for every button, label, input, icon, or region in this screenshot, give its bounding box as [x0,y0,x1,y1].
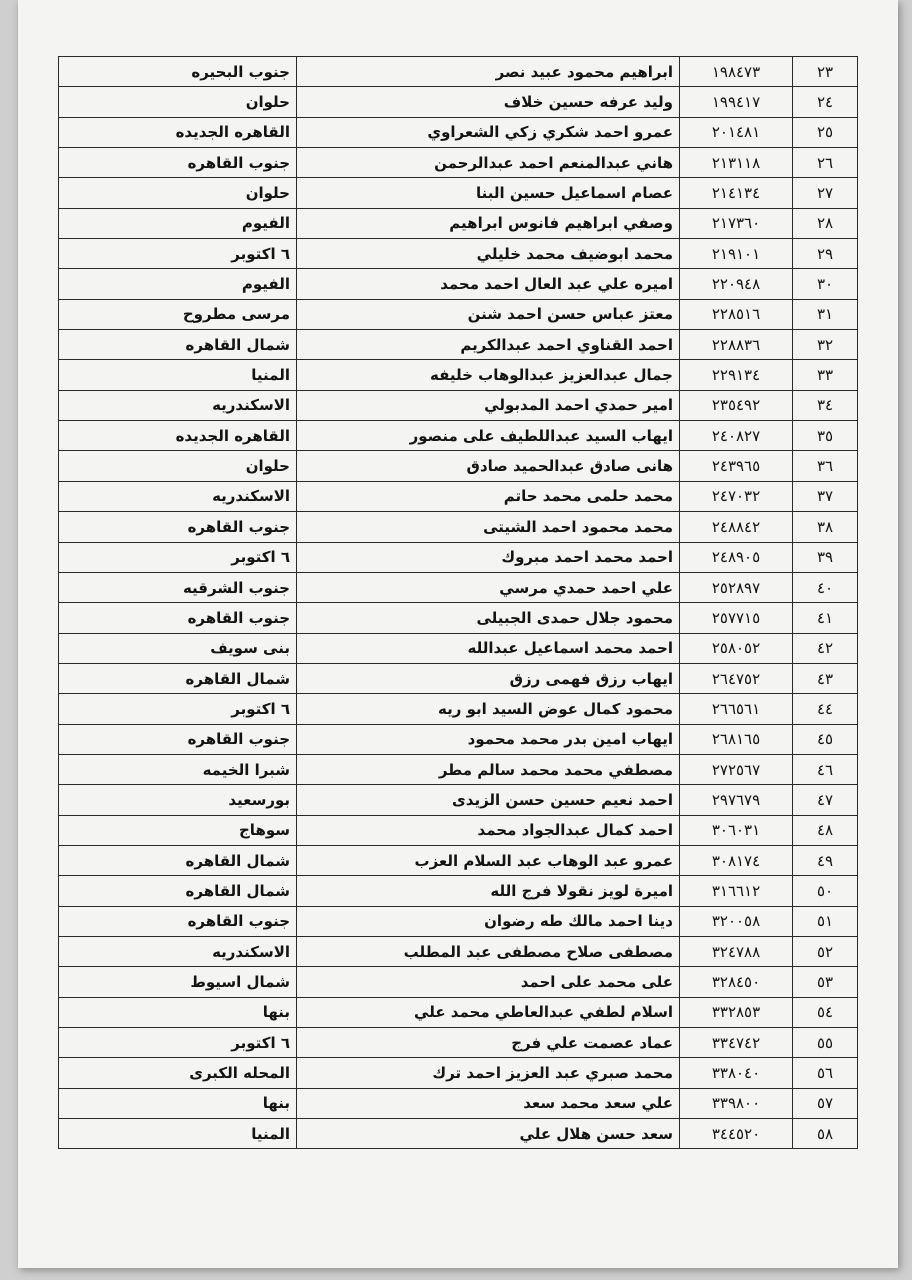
row-number-cell: ٢٩ [793,239,858,269]
row-number-cell: ٥٥ [793,1028,858,1058]
name-cell: مصطفي محمد محمد سالم مطر [297,754,680,784]
code-cell: ٢٥٧٧١٥ [680,603,793,633]
code-cell: ١٩٨٤٧٣ [680,57,793,87]
table-row [59,572,858,602]
table-row [59,754,858,784]
row-number-cell: ٤٥ [793,724,858,754]
table-row [59,997,858,1027]
table-row [59,269,858,299]
table-row [59,724,858,754]
code-cell: ٢٥٢٨٩٧ [680,572,793,602]
governorate-cell: جنوب القاهره [59,906,297,936]
name-cell: اميره علي عبد العال احمد محمد [297,269,680,299]
code-cell: ١٩٩٤١٧ [680,87,793,117]
code-cell: ٢٦٨١٦٥ [680,724,793,754]
table-row [59,148,858,178]
governorate-cell: الفيوم [59,269,297,299]
name-cell: احمد القناوي احمد عبدالكريم [297,330,680,360]
code-cell: ٣٣٩٨٠٠ [680,1088,793,1118]
code-cell: ٢١٤١٣٤ [680,178,793,208]
table-row [59,481,858,511]
name-cell: وصفي ابراهيم فانوس ابراهيم [297,208,680,238]
name-cell: محمد ابوضيف محمد خليلي [297,239,680,269]
governorate-cell: المحله الكبرى [59,1058,297,1088]
row-number-cell: ٣٦ [793,451,858,481]
name-cell: احمد كمال عبدالجواد محمد [297,815,680,845]
code-cell: ٣٢٨٤٥٠ [680,967,793,997]
table-row [59,633,858,663]
name-cell: اميرة لويز نقولا فرج الله [297,876,680,906]
roster-table-body [59,57,858,1149]
table-row [59,967,858,997]
code-cell: ٢٤٨٨٤٢ [680,512,793,542]
table-row [59,57,858,87]
code-cell: ٢٦٤٧٥٢ [680,663,793,693]
code-cell: ٢٢٨٥١٦ [680,299,793,329]
roster-table [58,56,858,1149]
table-row [59,299,858,329]
governorate-cell: حلوان [59,87,297,117]
name-cell: عصام اسماعيل حسين البنا [297,178,680,208]
table-row [59,360,858,390]
governorate-cell: الفيوم [59,208,297,238]
code-cell: ٢٣٥٤٩٢ [680,390,793,420]
governorate-cell: شمال القاهره [59,845,297,875]
table-row [59,785,858,815]
governorate-cell: شبرا الخيمه [59,754,297,784]
governorate-cell: بنها [59,1088,297,1118]
code-cell: ٣٣٨٠٤٠ [680,1058,793,1088]
code-cell: ٢٤٠٨٢٧ [680,421,793,451]
document-page [18,0,898,1268]
row-number-cell: ٢٦ [793,148,858,178]
table-row [59,694,858,724]
table-row [59,421,858,451]
governorate-cell: ٦ اكتوبر [59,239,297,269]
code-cell: ٣٣٤٧٤٢ [680,1028,793,1058]
name-cell: سعد حسن هلال علي [297,1119,680,1149]
row-number-cell: ٥٢ [793,936,858,966]
table-row [59,117,858,147]
name-cell: مصطفى صلاح مصطفى عبد المطلب [297,936,680,966]
row-number-cell: ٢٣ [793,57,858,87]
name-cell: احمد محمد احمد مبروك [297,542,680,572]
row-number-cell: ٢٤ [793,87,858,117]
governorate-cell: جنوب القاهره [59,148,297,178]
table-row [59,936,858,966]
table-row [59,451,858,481]
name-cell: على محمد على احمد [297,967,680,997]
name-cell: امير حمدي احمد المدبولي [297,390,680,420]
name-cell: هاني عبدالمنعم احمد عبدالرحمن [297,148,680,178]
governorate-cell: شمال القاهره [59,876,297,906]
row-number-cell: ٢٥ [793,117,858,147]
table-row [59,815,858,845]
row-number-cell: ٣٢ [793,330,858,360]
governorate-cell: ٦ اكتوبر [59,694,297,724]
governorate-cell: مرسى مطروح [59,299,297,329]
table-row [59,512,858,542]
code-cell: ٢٢٨٨٣٦ [680,330,793,360]
name-cell: محمد صبري عبد العزيز احمد ترك [297,1058,680,1088]
name-cell: عماد عصمت علي فرج [297,1028,680,1058]
governorate-cell: الاسكندريه [59,936,297,966]
name-cell: احمد نعيم حسين حسن الزيدى [297,785,680,815]
code-cell: ٣٢٤٧٨٨ [680,936,793,966]
governorate-cell: بنها [59,997,297,1027]
code-cell: ٢٩٧٦٧٩ [680,785,793,815]
name-cell: عمرو احمد شكري زكي الشعراوي [297,117,680,147]
code-cell: ٢٢٠٩٤٨ [680,269,793,299]
governorate-cell: شمال القاهره [59,330,297,360]
row-number-cell: ٤٠ [793,572,858,602]
governorate-cell: ٦ اكتوبر [59,542,297,572]
name-cell: عمرو عبد الوهاب عبد السلام العزب [297,845,680,875]
row-number-cell: ٤٤ [793,694,858,724]
governorate-cell: الاسكندريه [59,390,297,420]
name-cell: محمد محمود احمد الشيتى [297,512,680,542]
governorate-cell: جنوب القاهره [59,512,297,542]
code-cell: ٣٢٠٠٥٨ [680,906,793,936]
name-cell: علي احمد حمدي مرسي [297,572,680,602]
name-cell: وليد عرفه حسين خلاف [297,87,680,117]
row-number-cell: ٣٤ [793,390,858,420]
governorate-cell: القاهره الجديده [59,421,297,451]
row-number-cell: ٥٦ [793,1058,858,1088]
name-cell: معتز عباس حسن احمد شنن [297,299,680,329]
name-cell: اسلام لطفي عبدالعاطي محمد علي [297,997,680,1027]
name-cell: محمود كمال عوض السيد ابو ريه [297,694,680,724]
table-row [59,208,858,238]
table-row [59,1028,858,1058]
governorate-cell: ٦ اكتوبر [59,1028,297,1058]
name-cell: محمد حلمى محمد حاتم [297,481,680,511]
row-number-cell: ٥٧ [793,1088,858,1118]
row-number-cell: ٣٨ [793,512,858,542]
row-number-cell: ٥٣ [793,967,858,997]
row-number-cell: ٣١ [793,299,858,329]
row-number-cell: ٤١ [793,603,858,633]
row-number-cell: ٢٨ [793,208,858,238]
row-number-cell: ٤٩ [793,845,858,875]
code-cell: ٢٥٨٠٥٢ [680,633,793,663]
table-row [59,178,858,208]
row-number-cell: ٤٦ [793,754,858,784]
code-cell: ٢٢٩١٣٤ [680,360,793,390]
table-row [59,1058,858,1088]
name-cell: ايهاب رزق فهمى رزق [297,663,680,693]
row-number-cell: ٢٧ [793,178,858,208]
row-number-cell: ٣٥ [793,421,858,451]
governorate-cell: حلوان [59,178,297,208]
code-cell: ٢٧٢٥٦٧ [680,754,793,784]
governorate-cell: شمال القاهره [59,663,297,693]
table-row [59,390,858,420]
governorate-cell: المنيا [59,360,297,390]
code-cell: ٢٤٧٠٣٢ [680,481,793,511]
code-cell: ٢٤٨٩٠٥ [680,542,793,572]
row-number-cell: ٥٤ [793,997,858,1027]
name-cell: جمال عبدالعزيز عبدالوهاب خليفه [297,360,680,390]
governorate-cell: جنوب الشرقيه [59,572,297,602]
name-cell: ايهاب امين بدر محمد محمود [297,724,680,754]
row-number-cell: ٤٢ [793,633,858,663]
row-number-cell: ٤٧ [793,785,858,815]
governorate-cell: سوهاج [59,815,297,845]
row-number-cell: ٣٣ [793,360,858,390]
table-row [59,1088,858,1118]
code-cell: ٣٤٤٥٢٠ [680,1119,793,1149]
name-cell: احمد محمد اسماعيل عبدالله [297,633,680,663]
governorate-cell: جنوب القاهره [59,724,297,754]
governorate-cell: المنيا [59,1119,297,1149]
code-cell: ٢١٩١٠١ [680,239,793,269]
row-number-cell: ٣٧ [793,481,858,511]
row-number-cell: ٤٨ [793,815,858,845]
governorate-cell: جنوب القاهره [59,603,297,633]
governorate-cell: الاسكندريه [59,481,297,511]
code-cell: ٢١٣١١٨ [680,148,793,178]
name-cell: محمود جلال حمدى الجبيلى [297,603,680,633]
governorate-cell: بورسعيد [59,785,297,815]
name-cell: هانى صادق عبدالحميد صادق [297,451,680,481]
name-cell: دينا احمد مالك طه رضوان [297,906,680,936]
row-number-cell: ٥١ [793,906,858,936]
code-cell: ٢٦٦٥٦١ [680,694,793,724]
name-cell: علي سعد محمد سعد [297,1088,680,1118]
row-number-cell: ٥٠ [793,876,858,906]
row-number-cell: ٣٠ [793,269,858,299]
name-cell: ايهاب السيد عبداللطيف على منصور [297,421,680,451]
row-number-cell: ٣٩ [793,542,858,572]
table-row [59,876,858,906]
code-cell: ٣٣٢٨٥٣ [680,997,793,1027]
name-cell: ابراهيم محمود عبيد نصر [297,57,680,87]
governorate-cell: جنوب البحيره [59,57,297,87]
code-cell: ٢٠١٤٨١ [680,117,793,147]
governorate-cell: حلوان [59,451,297,481]
governorate-cell: بنى سويف [59,633,297,663]
row-number-cell: ٥٨ [793,1119,858,1149]
code-cell: ٣٠٨١٧٤ [680,845,793,875]
table-row [59,239,858,269]
table-row [59,845,858,875]
row-number-cell: ٤٣ [793,663,858,693]
table-row [59,87,858,117]
code-cell: ٣١٦٦١٢ [680,876,793,906]
table-row [59,603,858,633]
table-row [59,1119,858,1149]
table-row [59,542,858,572]
table-row [59,906,858,936]
table-row [59,663,858,693]
code-cell: ٣٠٦٠٣١ [680,815,793,845]
code-cell: ٢١٧٣٦٠ [680,208,793,238]
code-cell: ٢٤٣٩٦٥ [680,451,793,481]
governorate-cell: شمال اسيوط [59,967,297,997]
table-row [59,330,858,360]
governorate-cell: القاهره الجديده [59,117,297,147]
